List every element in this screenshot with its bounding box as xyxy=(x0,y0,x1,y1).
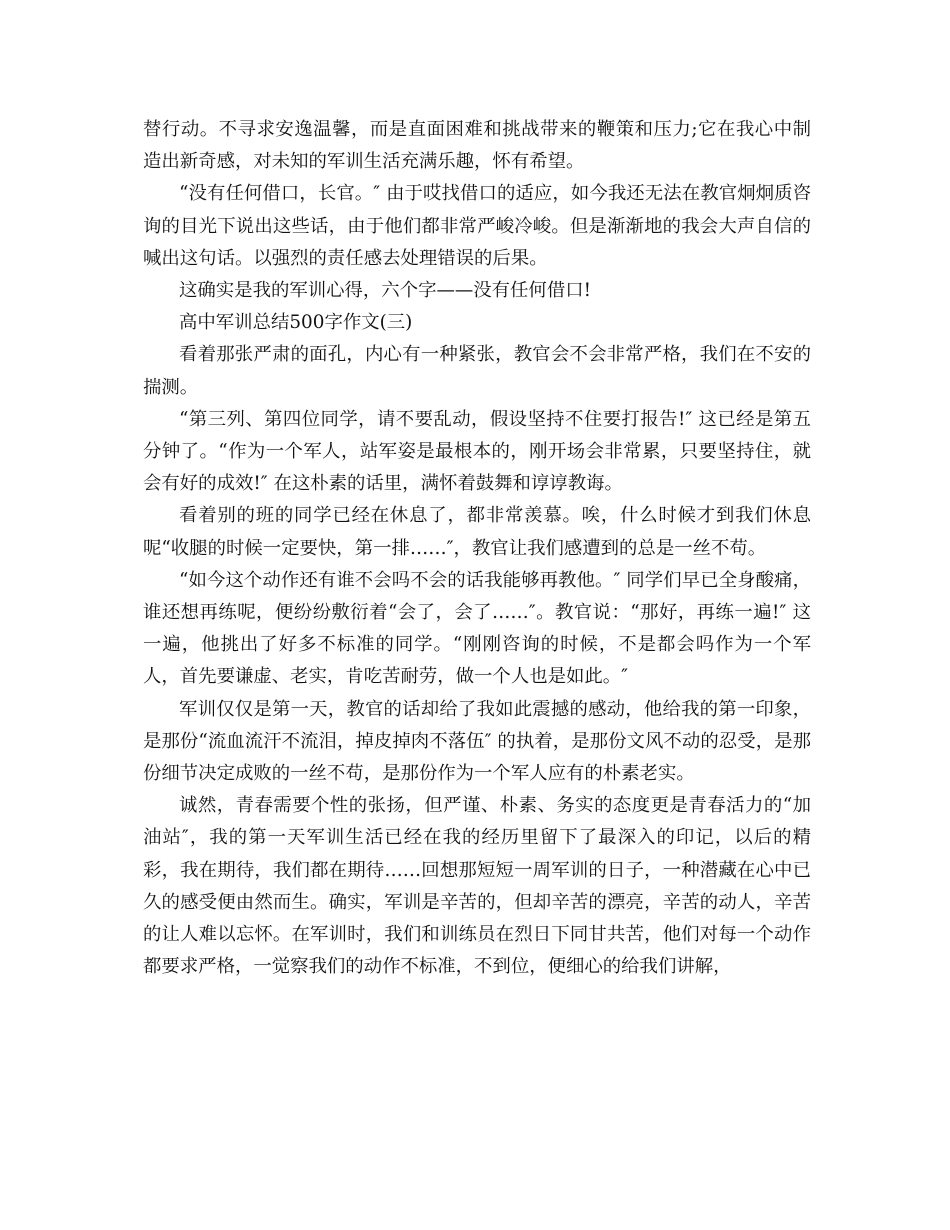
paragraph-2: “没有任何借口，长官。″ 由于哎找借口的适应，如今我还无法在教官炯炯质咨询的目光下说出这些话，由于他们都非常严峻冷峻。但是渐渐地的我会大声自信的喊出这句话。以强烈的责任感去处理错误的后果。 xyxy=(143,183,811,269)
paragraph-6: “第三列、第四位同学，请不要乱动，假设坚持不住要打报告!″ 这已经是第五分钟了。“作为一个军人，站军姿是最根本的，刚开场会非常累，只要坚持住，就会有好的成效!″ 在这朴素的话里，满怀着鼓舞和谆谆教诲。 xyxy=(143,408,811,495)
document-body xyxy=(143,114,811,983)
paragraph-9: 军训仅仅是第一天，教官的话却给了我如此震撼的感动，他给我的第一印象，是那份“流血流汗不流泪，掉皮掉肉不落伍″ 的执着，是那份文风不动的忍受，是那份细节决定成败的一丝不苟，是那份作为一个军人应有的朴素老实。 xyxy=(143,698,811,785)
paragraph-1: 替行动。不寻求安逸温馨，而是直面困难和挑战带来的鞭策和压力;它在我心中制造出新奇感，对未知的军训生活充满乐趣，怀有希望。 xyxy=(143,119,811,173)
section-heading: 高中军训总结500字作文(三) xyxy=(179,312,413,334)
paragraph-3: 这确实是我的军训心得，六个字——没有任何借口! xyxy=(179,280,591,302)
paragraph-8: “如今这个动作还有谁不会吗不会的话我能够再教他。″ 同学们早已全身酸痛，谁还想再练呢，便纷纷敷衍着“会了，会了……″。教官说：“那好，再练一遍!″ 这一遍，他挑出了好多不标准的同学。“刚刚咨询的时候，不是都会吗作为一个军人，首先要谦虚、老实，肯吃苦耐劳，做一个人也是如此。″ xyxy=(143,569,811,688)
paragraph-5: 看着那张严肃的面孔，内心有一种紧张，教官会不会非常严格，我们在不安的揣测。 xyxy=(143,344,811,398)
paragraph-7: 看着别的班的同学已经在休息了，都非常羡慕。唉，什么时候才到我们休息呢“收腿的时候一定要快，第一排……″，教官让我们感遭到的总是一丝不苟。 xyxy=(143,505,811,559)
paragraph-10: 诚然，青春需要个性的张扬，但严谨、朴素、务实的态度更是青春活力的“加油站″，我的第一天军训生活已经在我的经历里留下了最深入的印记，以后的精彩，我在期待，我们都在期待……回想那短短一周军训的日子，一种潜藏在心中已久的感受便由然而生。确实，军训是辛苦的，但却辛苦的漂亮，辛苦的动人，辛苦的让人难以忘怀。在军训时，我们和训练员在烈日下同甘共苦，他们对每一个动作都要求严格，一觉察我们的动作不标准，不到位，便细心的给我们讲解， xyxy=(143,795,811,978)
